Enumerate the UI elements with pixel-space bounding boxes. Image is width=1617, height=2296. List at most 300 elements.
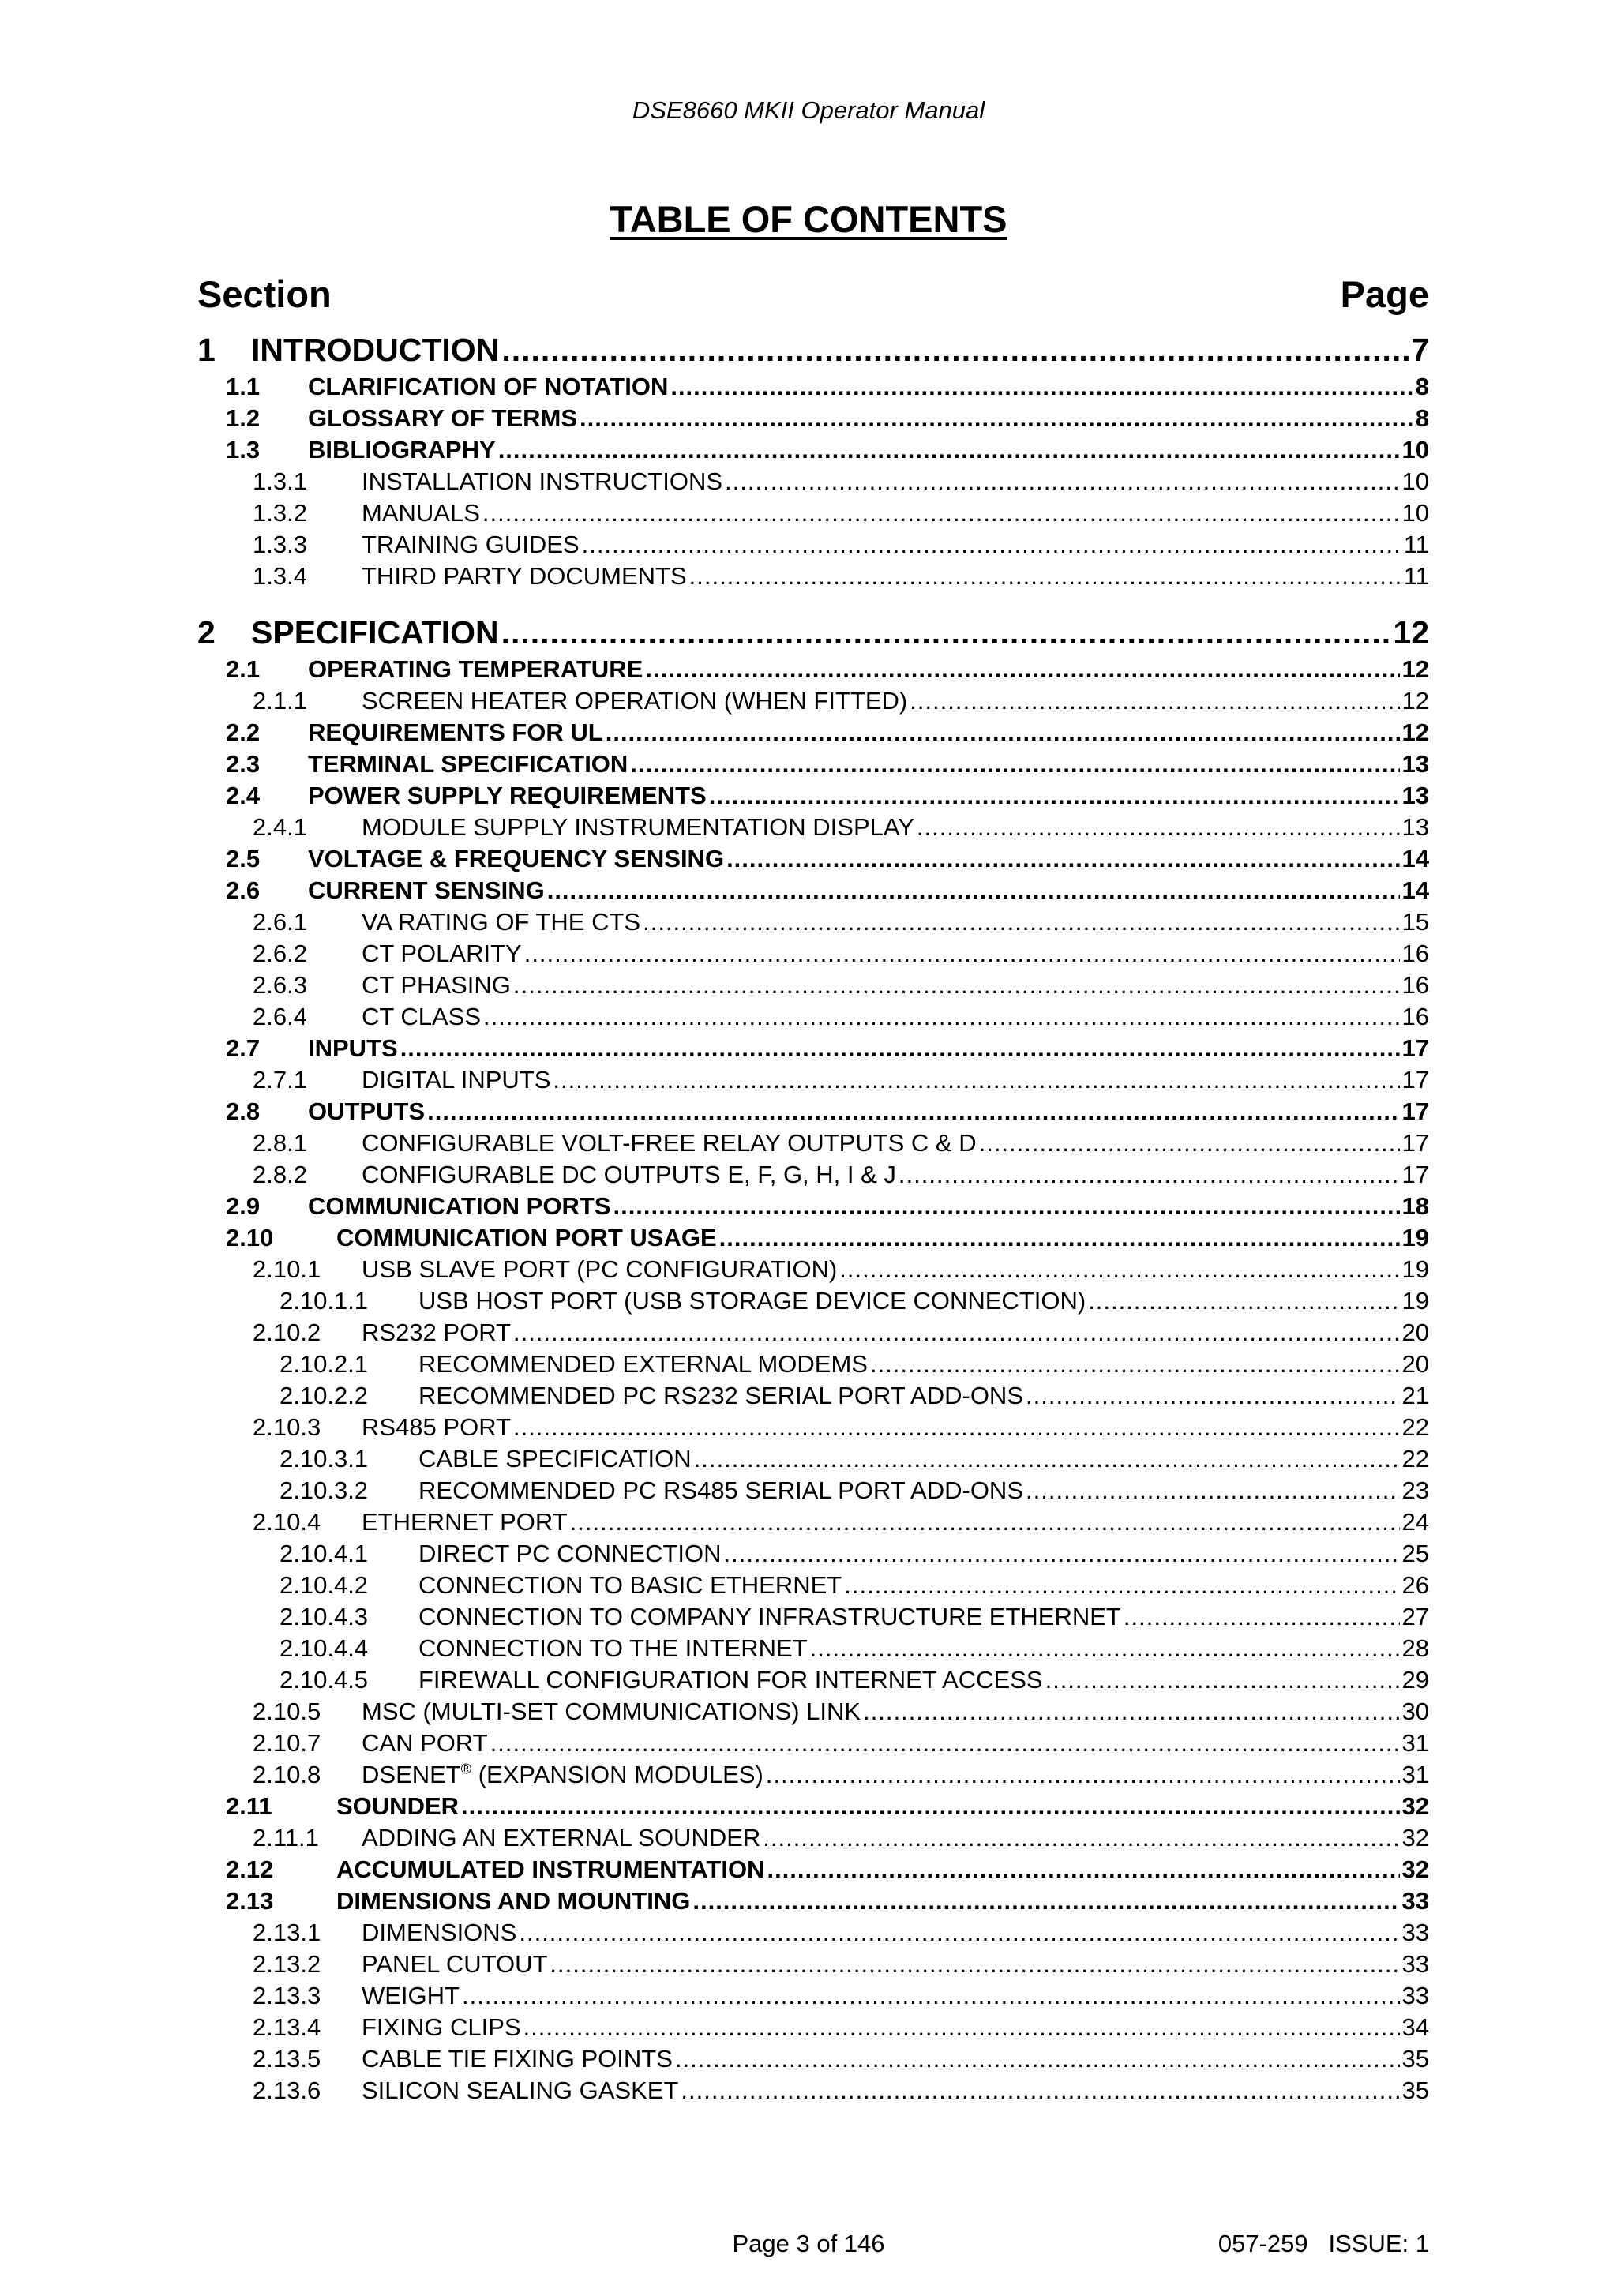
toc-entry-title-text: CLARIFICATION OF NOTATION (308, 373, 669, 400)
dot-leader (1088, 1287, 1399, 1315)
toc-entry-title (362, 813, 914, 842)
toc-entry-number: 2.4 (226, 782, 261, 809)
toc-entry-page: 10 (1401, 499, 1429, 527)
toc-entry-page: 20 (1401, 1319, 1429, 1346)
toc-entry-title-text: THIRD PARTY DOCUMENTS (362, 562, 687, 590)
toc-entry-number: 2.6.2 (253, 940, 307, 967)
toc-entry[interactable] (197, 971, 1429, 1003)
toc-entry-number: 2.8.2 (253, 1161, 307, 1188)
dot-leader (917, 813, 1400, 842)
toc-entry-number: 2.2 (226, 718, 261, 746)
toc-entry-number: 2.6.1 (253, 908, 307, 936)
toc-entry-number: 2.13 (226, 1887, 274, 1915)
dot-leader (519, 1919, 1399, 1947)
toc-entry-page: 25 (1401, 1540, 1429, 1567)
toc-entry-title-text: CONNECTION TO COMPANY INFRASTRUCTURE ETHERNET (418, 1603, 1121, 1630)
toc-entry-title (418, 1603, 1121, 1631)
toc-entry-title (308, 876, 545, 905)
toc-entry[interactable] (197, 876, 1429, 908)
section-column-heading: Section (197, 273, 332, 315)
toc-entry-title-text: CABLE SPECIFICATION (418, 1445, 692, 1473)
dot-leader (513, 1319, 1400, 1347)
toc-entry[interactable] (197, 1571, 1429, 1603)
toc-entry[interactable] (197, 614, 1429, 655)
toc-entry-title-text: RECOMMENDED EXTERNAL MODEMS (418, 1350, 868, 1378)
toc-entry-title (362, 908, 640, 936)
toc-entry[interactable] (197, 1950, 1429, 1982)
toc-entry[interactable] (197, 1792, 1429, 1824)
dot-leader (553, 1066, 1399, 1094)
toc-entry-page: 12 (1393, 614, 1429, 651)
toc-entry-title-text: RECOMMENDED PC RS232 SERIAL PORT ADD-ONS (418, 1382, 1023, 1409)
dot-leader (692, 1887, 1399, 1915)
toc-entry[interactable] (197, 1982, 1429, 2013)
toc-entry[interactable] (197, 1919, 1429, 1950)
toc-entry[interactable] (197, 1255, 1429, 1287)
document-header: DSE8660 MKII Operator Manual (632, 96, 985, 124)
toc-entry-title (362, 1161, 896, 1189)
toc-entry-title-text: MODULE SUPPLY INSTRUMENTATION DISPLAY (362, 813, 914, 841)
toc-entry-number: 2.12 (226, 1855, 274, 1883)
toc-entry-page: 32 (1401, 1855, 1429, 1883)
toc-entry-number: 2.10.3.2 (280, 1476, 369, 1504)
toc-entry-page: 16 (1401, 940, 1429, 967)
toc-entry[interactable] (197, 940, 1429, 971)
toc-entry-title (308, 1097, 425, 1126)
toc-entry-number: 2.9 (226, 1192, 261, 1220)
toc-entry[interactable] (197, 1855, 1429, 1887)
toc-entry-number: 1 (197, 332, 216, 368)
toc-entry-number: 2.13.5 (253, 2045, 321, 2073)
toc-entry-page: 29 (1401, 1666, 1429, 1694)
dot-leader (498, 436, 1400, 464)
dot-leader (767, 1855, 1399, 1884)
dot-leader (766, 1761, 1400, 1789)
dot-leader (482, 499, 1400, 527)
toc-entry-number: 2.10.4.1 (280, 1540, 369, 1567)
toc-entry[interactable] (197, 1382, 1429, 1413)
toc-entry-number: 2.13.1 (253, 1919, 321, 1946)
toc-entry-page: 22 (1401, 1445, 1429, 1473)
toc-entry-title (362, 2013, 521, 2042)
toc-entry-number: 2.13.6 (253, 2077, 321, 2104)
toc-entry[interactable] (197, 1698, 1429, 1729)
toc-entry-number: 1.3.4 (253, 562, 307, 590)
dot-leader (681, 2077, 1399, 2105)
toc-entry-title (308, 718, 603, 747)
toc-entry-title (418, 1287, 1086, 1315)
toc-entry-title (418, 1666, 1043, 1694)
toc-entry-number: 1.3.3 (253, 531, 307, 558)
toc-entry-number: 2.10.5 (253, 1698, 321, 1725)
dot-leader (483, 1003, 1399, 1031)
toc-entry-title-text: SPECIFICATION (251, 614, 499, 651)
toc-entry-title-text: CABLE TIE FIXING POINTS (362, 2045, 673, 2073)
dot-leader (844, 1571, 1399, 1600)
dot-leader (523, 2013, 1400, 2042)
toc-entry-title-text: CONFIGURABLE VOLT-FREE RELAY OUTPUTS C & D (362, 1129, 977, 1157)
toc-entry[interactable] (197, 1445, 1429, 1476)
toc-entry-number: 1.3.1 (253, 467, 307, 495)
toc-entry-title-suffix: (EXPANSION MODULES) (471, 1761, 763, 1788)
toc-entry-title-text: GLOSSARY OF TERMS (308, 404, 578, 432)
dot-leader (550, 1950, 1399, 1979)
toc-entry-number: 2.4.1 (253, 813, 307, 841)
toc-entry-page: 33 (1401, 1950, 1429, 1978)
dot-leader (513, 971, 1400, 1000)
toc-entry[interactable] (197, 1319, 1429, 1350)
toc-entry-title (362, 1950, 547, 1979)
toc-entry-number: 2.10.3.1 (280, 1445, 369, 1473)
toc-entry-number: 2.7.1 (253, 1066, 307, 1094)
toc-entry[interactable] (197, 782, 1429, 813)
toc-entry[interactable] (197, 531, 1429, 562)
toc-entry-number: 2.5 (226, 845, 261, 872)
toc-entry-number: 2.10.4.3 (280, 1603, 369, 1630)
toc-entry-number: 2.11.1 (253, 1824, 319, 1851)
toc-entry-title-text: FIXING CLIPS (362, 2013, 521, 2041)
toc-entry-title (418, 1476, 1023, 1505)
toc-entry-title-text: USB HOST PORT (USB STORAGE DEVICE CONNECTION) (418, 1287, 1086, 1315)
toc-entry-title-text: CT POLARITY (362, 940, 522, 967)
toc-entry-number: 2.10.4.4 (280, 1634, 369, 1662)
toc-entry-number: 2.10.4 (253, 1508, 321, 1536)
toc-entry-title-text: DSENET (362, 1761, 461, 1788)
toc-entry[interactable] (197, 404, 1429, 436)
toc-entry[interactable] (197, 1540, 1429, 1571)
toc-entry-page: 18 (1401, 1192, 1429, 1220)
toc-entry-page: 34 (1401, 2013, 1429, 2041)
dot-leader (719, 1224, 1400, 1252)
toc-entry[interactable] (197, 1192, 1429, 1224)
toc-entry-title (362, 562, 687, 591)
toc-entry-number: 2.6.4 (253, 1003, 307, 1030)
toc-entry-number: 2.10.2 (253, 1319, 321, 1346)
toc-entry-title (336, 1224, 717, 1252)
toc-entry-page: 16 (1401, 1003, 1429, 1030)
toc-entry-title (362, 1413, 511, 1442)
toc-entry-title-text: CONNECTION TO THE INTERNET (418, 1634, 808, 1662)
toc-entry[interactable] (197, 1508, 1429, 1540)
toc-entry-title-text: RS485 PORT (362, 1413, 511, 1441)
toc-entry-title (308, 845, 724, 873)
toc-entry[interactable] (197, 2045, 1429, 2077)
dot-leader (501, 332, 1409, 369)
toc-entry-page: 13 (1401, 813, 1429, 841)
toc-entry[interactable] (197, 1129, 1429, 1161)
dot-leader (427, 1097, 1399, 1126)
toc-entry-number: 2.8.1 (253, 1129, 307, 1157)
toc-entry-title (362, 687, 907, 715)
toc-entry-title-text: POWER SUPPLY REQUIREMENTS (308, 782, 707, 809)
toc-entry-title-text: PANEL CUTOUT (362, 1950, 548, 1978)
toc-entry-title-text: RECOMMENDED PC RS485 SERIAL PORT ADD-ONS (418, 1476, 1023, 1504)
toc-entry-title-text: CT PHASING (362, 971, 511, 999)
dot-leader (645, 655, 1399, 684)
dot-leader (810, 1634, 1400, 1663)
toc-entry-number: 2.1 (226, 655, 261, 683)
toc-entry-title (362, 2045, 673, 2073)
toc-entry-title (418, 1382, 1023, 1410)
toc-entry-title-text: REQUIREMENTS FOR UL (308, 718, 603, 746)
toc-entry-number: 2.10 (226, 1224, 274, 1251)
dot-leader (501, 614, 1391, 651)
toc-entry[interactable] (197, 1161, 1429, 1192)
toc-entry[interactable] (197, 1603, 1429, 1634)
dot-leader (1124, 1603, 1400, 1631)
toc-entry-page: 12 (1401, 718, 1429, 746)
toc-entry-page: 19 (1401, 1255, 1429, 1283)
toc-entry-page: 17 (1401, 1161, 1429, 1188)
registered-mark: ® (460, 1761, 472, 1777)
dot-leader (400, 1034, 1400, 1063)
toc-entry-title (362, 467, 722, 496)
toc-entry[interactable] (197, 1066, 1429, 1097)
toc-entry-title-text: INTRODUCTION (251, 332, 500, 368)
toc-entry-title-text: WEIGHT (362, 1982, 460, 2009)
table-of-contents (197, 325, 1429, 2108)
toc-entry-title (362, 1003, 481, 1031)
toc-entry-page: 32 (1401, 1824, 1429, 1851)
toc-entry-page: 33 (1401, 1919, 1429, 1946)
toc-entry-title (362, 1919, 516, 1947)
toc-entry-title-text: OPERATING TEMPERATURE (308, 655, 643, 683)
toc-entry-title-text: DIMENSIONS (362, 1919, 517, 1946)
toc-entry-page: 8 (1415, 373, 1429, 400)
toc-entry-title (308, 436, 496, 464)
toc-entry-page: 17 (1401, 1066, 1429, 1094)
toc-entry[interactable] (197, 750, 1429, 782)
toc-entry-title-text: COMMUNICATION PORTS (308, 1192, 611, 1220)
toc-entry[interactable] (197, 1413, 1429, 1445)
toc-entry[interactable] (197, 908, 1429, 940)
toc-entry-page: 33 (1401, 1887, 1429, 1915)
toc-entry-number: 1.1 (226, 373, 261, 400)
dot-leader (513, 1413, 1400, 1442)
document-id: 057-259 ISSUE: 1 (1217, 2230, 1429, 2257)
page-column-heading: Page (1340, 273, 1429, 315)
toc-entry-title (362, 1729, 488, 1758)
toc-entry-page: 23 (1401, 1476, 1429, 1504)
dot-leader (670, 373, 1413, 401)
toc-entry-page: 22 (1401, 1413, 1429, 1441)
toc-entry-title (362, 1129, 977, 1157)
toc-entry-number: 2.10.7 (253, 1729, 321, 1757)
toc-entry[interactable] (197, 1887, 1429, 1919)
toc-entry-number: 2.13.3 (253, 1982, 321, 2009)
dot-leader (490, 1729, 1400, 1758)
toc-entry-title (418, 1634, 808, 1663)
toc-entry-number: 1.2 (226, 404, 261, 432)
toc-entry-title-text: SCREEN HEATER OPERATION (WHEN FITTED) (362, 687, 908, 715)
toc-entry[interactable] (197, 813, 1429, 845)
toc-entry-title (336, 1792, 459, 1821)
toc-entry-number: 1.3 (226, 436, 261, 463)
dot-leader (582, 531, 1401, 559)
toc-entry-title (418, 1350, 868, 1379)
toc-entry-page: 31 (1401, 1761, 1429, 1788)
toc-entry-page: 12 (1401, 655, 1429, 683)
toc-entry-number: 2.10.2.2 (280, 1382, 369, 1409)
toc-entry-title-text: ACCUMULATED INSTRUMENTATION (336, 1855, 765, 1883)
toc-entry[interactable] (197, 499, 1429, 531)
toc-entry-page: 19 (1401, 1224, 1429, 1251)
toc-entry-title (336, 1855, 764, 1884)
toc-entry[interactable] (197, 1634, 1429, 1666)
toc-entry-page: 11 (1403, 562, 1429, 590)
toc-entry[interactable] (197, 845, 1429, 876)
dot-leader (630, 750, 1399, 778)
toc-entry-title-text: CAN PORT (362, 1729, 488, 1757)
toc-entry-title-text: TRAINING GUIDES (362, 531, 580, 558)
toc-entry[interactable] (197, 436, 1429, 467)
toc-entry-number: 2.3 (226, 750, 261, 778)
dot-leader (689, 562, 1401, 591)
toc-entry-page: 13 (1401, 782, 1429, 809)
toc-entry-title (362, 1824, 760, 1852)
toc-entry-title-text: CONFIGURABLE DC OUTPUTS E, F, G, H, I & J (362, 1161, 896, 1188)
toc-entry[interactable] (197, 1350, 1429, 1382)
toc-entry-number: 2.10.8 (253, 1761, 321, 1788)
dot-leader (570, 1508, 1400, 1536)
toc-entry-title (308, 1192, 610, 1221)
toc-entry[interactable] (197, 1761, 1429, 1792)
toc-entry[interactable] (197, 1666, 1429, 1698)
toc-entry[interactable] (197, 1097, 1429, 1129)
toc-column-headings (197, 272, 1429, 316)
toc-entry[interactable] (197, 2077, 1429, 2108)
toc-entry-title (362, 940, 522, 968)
toc-entry-page: 17 (1401, 1034, 1429, 1062)
toc-entry-page: 28 (1401, 1634, 1429, 1662)
dot-leader (763, 1824, 1399, 1852)
toc-entry[interactable] (197, 687, 1429, 718)
toc-entry-number: 2.1.1 (253, 687, 307, 715)
toc-entry[interactable] (197, 1034, 1429, 1066)
toc-entry[interactable] (197, 1824, 1429, 1855)
toc-entry-title-text: CONNECTION TO BASIC ETHERNET (418, 1571, 842, 1599)
toc-entry-title-text: COMMUNICATION PORT USAGE (336, 1224, 717, 1251)
toc-entry-title (418, 1540, 722, 1568)
toc-entry-page: 14 (1401, 876, 1429, 904)
toc-entry-page: 26 (1401, 1571, 1429, 1599)
toc-entry-title-text: USB SLAVE PORT (PC CONFIGURATION) (362, 1255, 838, 1283)
toc-entry-page: 7 (1411, 332, 1429, 368)
toc-entry[interactable] (197, 467, 1429, 499)
toc-entry-title-text: ETHERNET PORT (362, 1508, 568, 1536)
toc-entry-page: 14 (1401, 845, 1429, 872)
toc-entry-page: 13 (1401, 750, 1429, 778)
toc-entry-page: 11 (1403, 531, 1429, 558)
toc-entry-title-text: ADDING AN EXTERNAL SOUNDER (362, 1824, 761, 1851)
toc-entry-page: 10 (1401, 467, 1429, 495)
dot-leader (694, 1445, 1400, 1473)
toc-entry-number: 2.10.4.5 (280, 1666, 369, 1694)
toc-entry-title (362, 1255, 837, 1284)
toc-entry-title-text: VOLTAGE & FREQUENCY SENSING (308, 845, 725, 872)
page-footer (0, 2230, 1617, 2296)
dot-leader (613, 1192, 1399, 1221)
toc-entry-title-text: TERMINAL SPECIFICATION (308, 750, 628, 778)
toc-entry-page: 21 (1401, 1382, 1429, 1409)
toc-entry-number: 2.10.4.2 (280, 1571, 369, 1599)
dot-leader (461, 1792, 1400, 1821)
toc-entry-title (308, 655, 643, 684)
toc-entry-title (308, 750, 628, 778)
toc-entry-number: 2.10.1 (253, 1255, 321, 1283)
toc-entry-page: 16 (1401, 971, 1429, 999)
toc-entry-title-text: CT CLASS (362, 1003, 482, 1030)
toc-entry-number: 2.10.2.1 (280, 1350, 369, 1378)
toc-entry-number: 2.6 (226, 876, 261, 904)
dot-leader (1026, 1476, 1400, 1505)
toc-entry-title (362, 1982, 460, 2010)
toc-entry-title-text: SILICON SEALING GASKET (362, 2077, 679, 2104)
toc-entry-page: 17 (1401, 1129, 1429, 1157)
toc-entry-number: 1.3.2 (253, 499, 307, 527)
toc-entry-title-text: DIRECT PC CONNECTION (418, 1540, 722, 1567)
dot-leader (675, 2045, 1400, 2073)
toc-entry-page: 27 (1401, 1603, 1429, 1630)
page-number: Page 3 of 146 (732, 2230, 885, 2257)
toc-entry-page: 35 (1401, 2077, 1429, 2104)
toc-entry-page: 19 (1401, 1287, 1429, 1315)
toc-entry-title-text: MSC (MULTI-SET COMMUNICATIONS) LINK (362, 1698, 861, 1725)
toc-entry-title-text: MANUALS (362, 499, 480, 527)
toc-entry[interactable] (197, 1224, 1429, 1255)
dot-leader (709, 782, 1400, 810)
toc-entry-number: 2.10.3 (253, 1413, 321, 1441)
toc-entry[interactable] (197, 1003, 1429, 1034)
dot-leader (979, 1129, 1400, 1157)
toc-entry[interactable] (197, 332, 1429, 373)
toc-entry-title-text: SOUNDER (336, 1792, 460, 1820)
toc-entry[interactable] (197, 562, 1429, 594)
toc-entry-title (308, 404, 577, 433)
toc-entry[interactable] (197, 655, 1429, 687)
dot-leader (870, 1350, 1400, 1379)
toc-entry[interactable] (197, 373, 1429, 404)
toc-entry-title-text: DIGITAL INPUTS (362, 1066, 551, 1094)
toc-entry-page: 31 (1401, 1729, 1429, 1757)
toc-entry[interactable] (197, 718, 1429, 750)
toc-entry-title-text: BIBLIOGRAPHY (308, 436, 496, 463)
toc-entry-title-text: FIREWALL CONFIGURATION FOR INTERNET ACCESS (418, 1666, 1043, 1694)
dot-leader (910, 687, 1399, 715)
toc-entry[interactable] (197, 1729, 1429, 1761)
toc-entry[interactable] (197, 2013, 1429, 2045)
toc-entry-page: 20 (1401, 1350, 1429, 1378)
toc-entry[interactable] (197, 1476, 1429, 1508)
dot-leader (839, 1255, 1399, 1284)
toc-entry-number: 2.7 (226, 1034, 261, 1062)
toc-entry-title (362, 1698, 861, 1726)
toc-entry[interactable] (197, 1287, 1429, 1319)
toc-entry-page: 17 (1401, 1097, 1429, 1125)
toc-entry-number: 2 (197, 614, 216, 651)
toc-entry-page: 32 (1401, 1792, 1429, 1820)
toc-entry-page: 15 (1401, 908, 1429, 936)
dot-leader (580, 404, 1413, 433)
toc-entry-title (362, 971, 511, 1000)
toc-entry-number: 2.8 (226, 1097, 261, 1125)
toc-entry-title (362, 1508, 568, 1536)
toc-entry-title (308, 1034, 398, 1063)
toc-entry-title (308, 373, 668, 401)
toc-entry-title (418, 1445, 692, 1473)
toc-entry-title (362, 2077, 678, 2105)
toc-entry-page: 8 (1415, 404, 1429, 432)
